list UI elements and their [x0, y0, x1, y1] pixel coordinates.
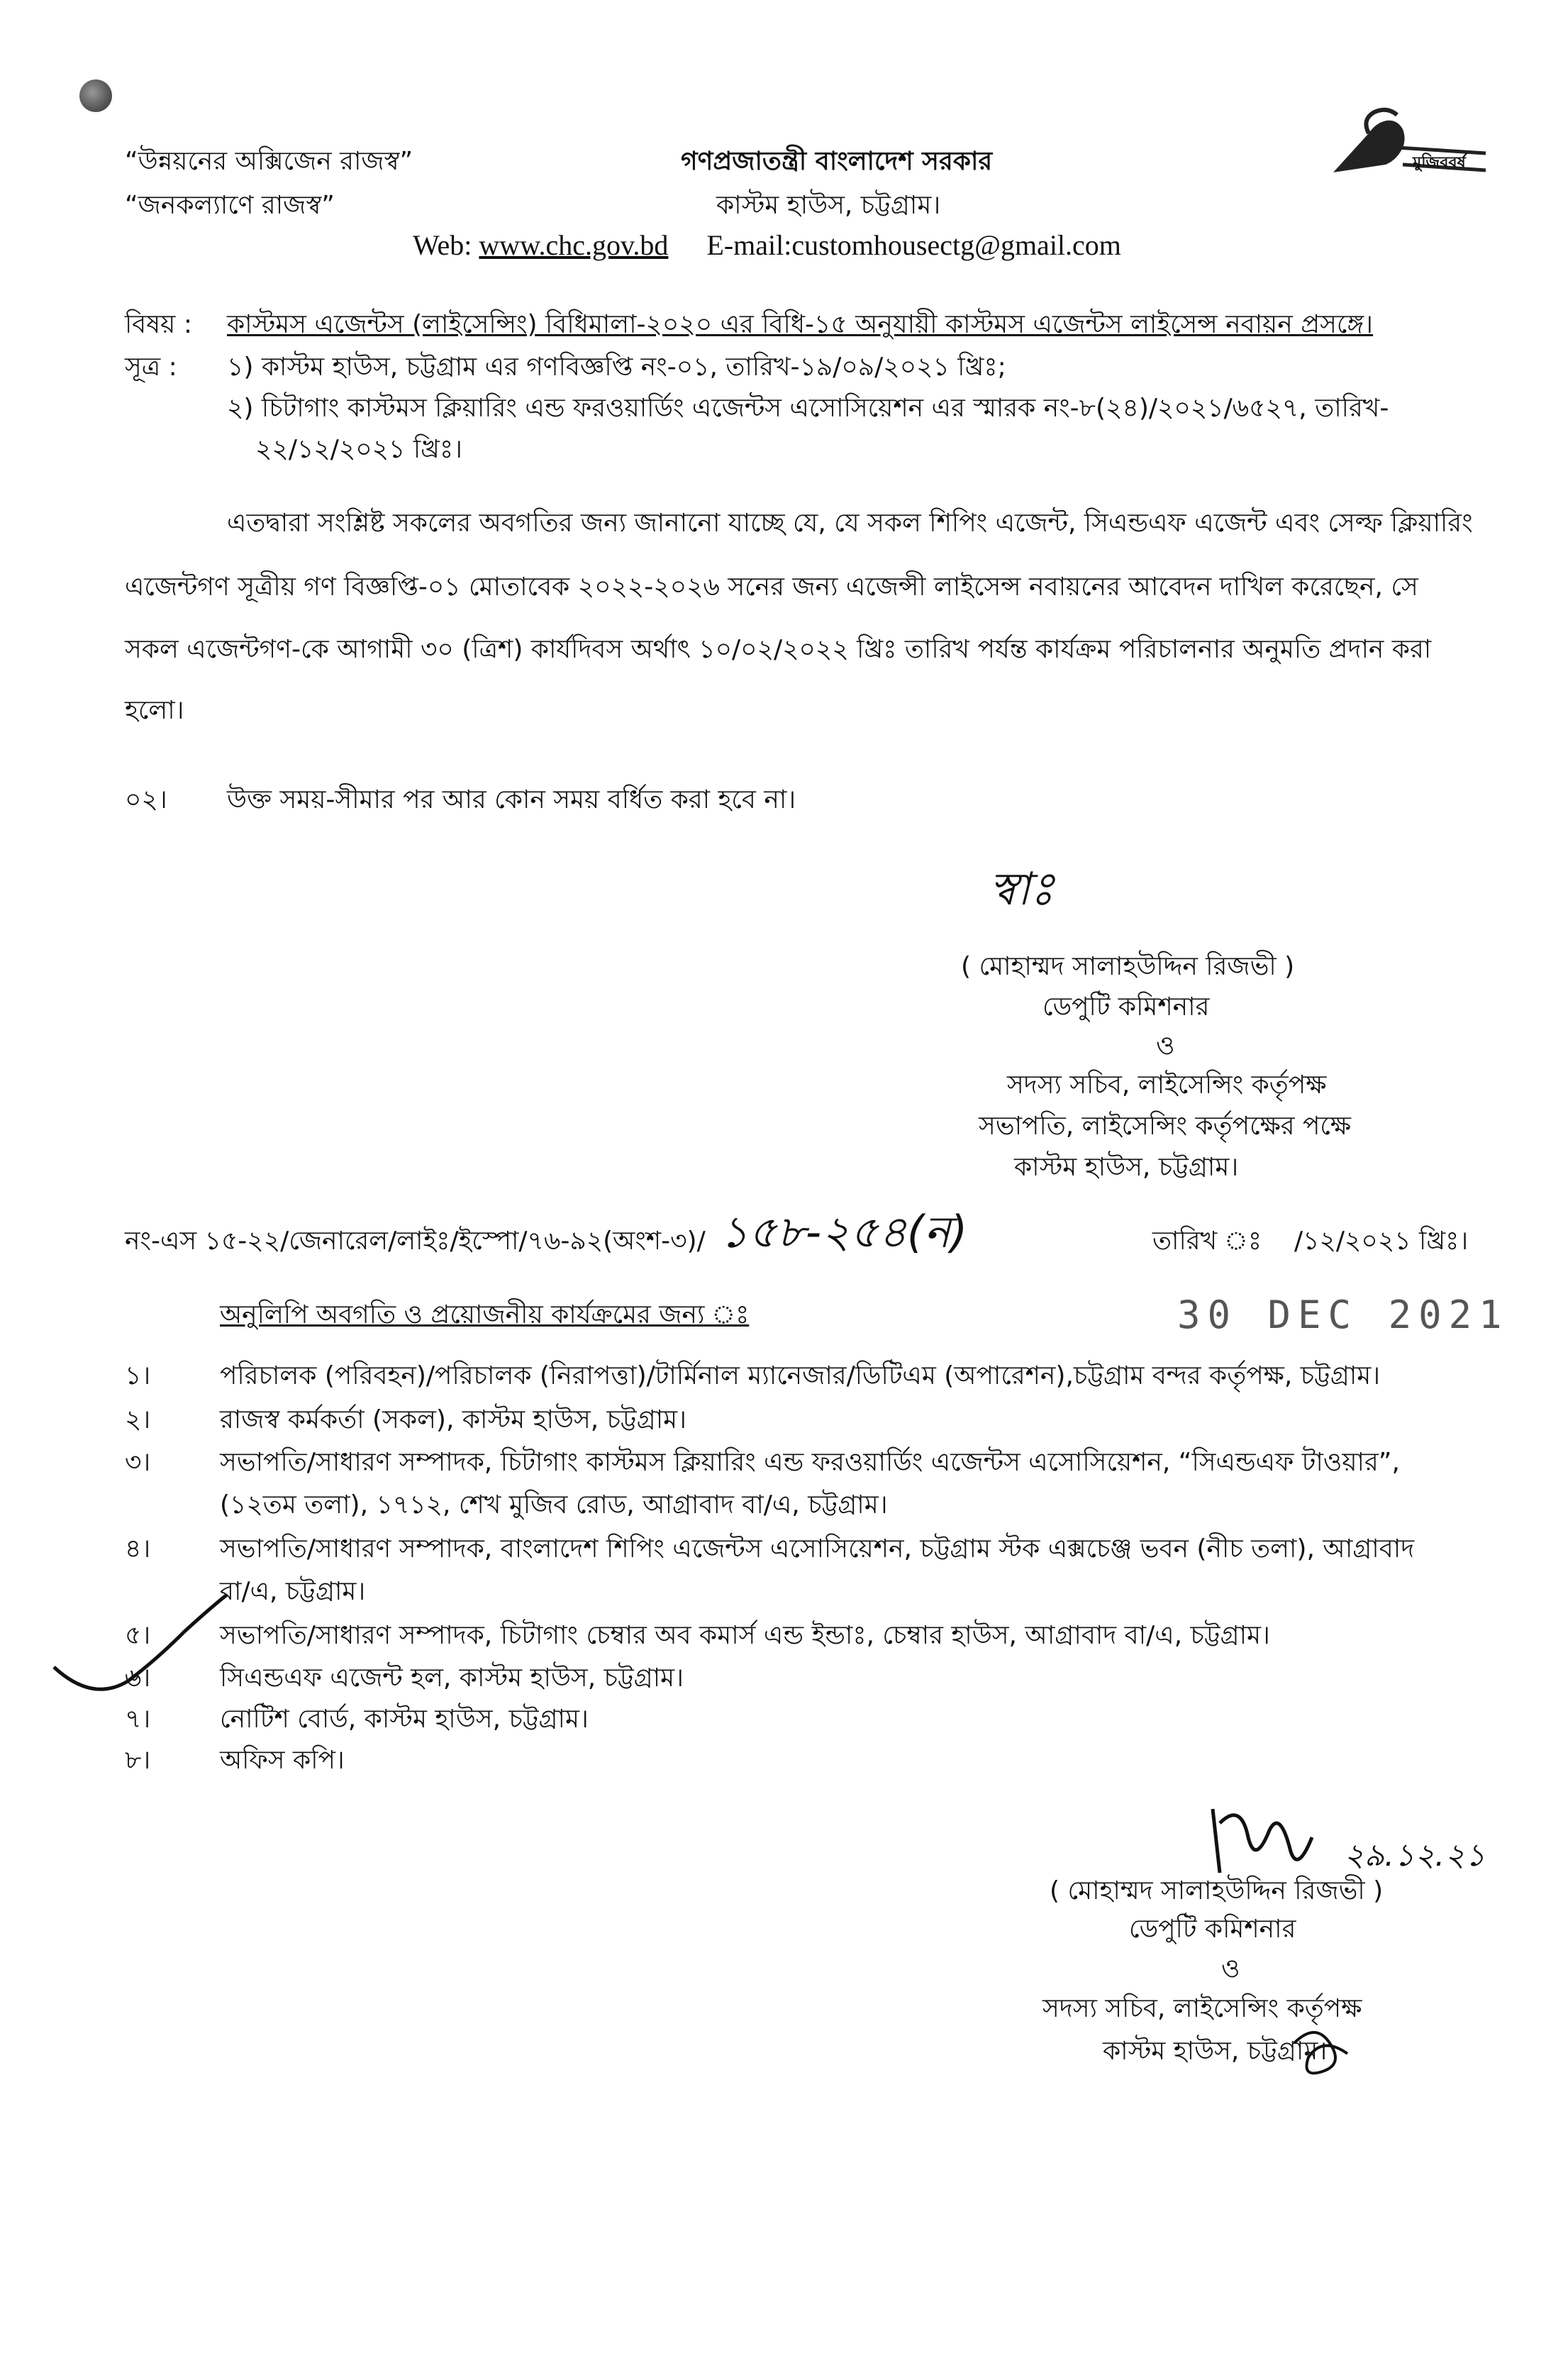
pen-check-mark	[50, 1589, 234, 1717]
copy-recipient-8: অফিস কপি।	[220, 1746, 345, 1775]
signatory-2-conjunction: ও	[1221, 1954, 1240, 1983]
reference-label: সূত্র :	[125, 353, 177, 382]
copy-recipient-4-line-1: সভাপতি/সাধারণ সম্পাদক, বাংলাদেশ শিপিং এজেন্টস এসোসিয়েশন, চট্টগ্রাম স্টক এক্সচেঞ্জ ভবন (নীচ তলা), আগ্রাবাদ	[220, 1534, 1415, 1563]
paragraph-1-line-3: সকল এজেন্টগণ-কে আগামী ৩০ (ত্রিশ) কার্যদিবস অর্থাৎ ১০/০২/২০২২ খ্রিঃ তারিখ পর্যন্ত কার্যক্রম পরিচালনার অনুমতি প্রদান করা	[125, 635, 1432, 664]
paragraph-1-line-2: এজেন্টগণ সূত্রীয় গণ বিজ্ঞপ্তি-০১ মোতাবেক ২০২২-২০২৬ সনের জন্য এজেন্সী লাইসেন্স নবায়নের আবেদন দাখিল করেছেন, সে	[125, 572, 1418, 602]
paragraph-2-text: উক্ত সময়-সীমার পর আর কোন সময় বর্ধিত করা হবে না।	[227, 785, 796, 814]
memo-number: নং-এস ১৫-২২/জেনারেল/লাইঃ/ইস্পো/৭৬-৯২(অংশ-৩)/	[125, 1227, 706, 1256]
signatory-1-conjunction: ও	[1156, 1031, 1175, 1061]
initial-scribble	[1280, 2015, 1365, 2093]
received-date-stamp: 30 DEC 2021	[1177, 1293, 1509, 1337]
copy-recipient-7: নোটিশ বোর্ড, কাস্টম হাউস, চট্টগ্রাম।	[220, 1705, 589, 1734]
logo-text: মুজিববর্ষ	[1413, 154, 1466, 172]
paragraph-1-line-4: হলো।	[125, 696, 184, 725]
punch-hole	[79, 79, 112, 112]
paragraph-2-number: ০২।	[125, 785, 167, 814]
copy-recipient-1: পরিচালক (পরিবহন)/পরিচালক (নিরাপত্তা)/টার্মিনাল ম্যানেজার/ডিটিএম (অপারেশন),চট্টগ্রাম বন্দর কর্তৃপক্ষ, চট্টগ্রাম।	[220, 1361, 1381, 1390]
copy-recipient-4-line-2: বা/এ, চট্টগ্রাম।	[220, 1577, 366, 1606]
copy-recipient-5: সভাপতি/সাধারণ সম্পাদক, চিটাগাং চেম্বার অব কমার্স এন্ড ইন্ডাঃ, চেম্বার হাউস, আগ্রাবাদ বা/এ, চট্টগ্রাম।	[220, 1621, 1270, 1650]
signatory-1-designation: ডেপুটি কমিশনার	[1042, 992, 1210, 1022]
handwritten-date: ২৯.১২.২১	[1344, 1837, 1486, 1873]
email-label: E-mail:	[706, 229, 792, 261]
subject-text: কাস্টমস এজেন্টস (লাইসেন্সিং) বিধিমালা-২০২০ এর বিধি-১৫ অনুযায়ী কাস্টমস এজেন্টস লাইসেন্স নবায়ন প্রসঙ্গে।	[227, 310, 1374, 339]
copy-recipient-3-line-2: (১২তম তলা), ১৭১২, শেখ মুজিব রোড, আগ্রাবাদ বা/এ, চট্টগ্রাম।	[220, 1490, 888, 1520]
signatory-2-role-1: সদস্য সচিব, লাইসেন্সিং কর্তৃপক্ষ	[1042, 1994, 1362, 2023]
email-address[interactable]: customhousectg@gmail.com	[791, 229, 1121, 261]
motto-1: “উন্নয়নের অক্সিজেন রাজস্ব”	[125, 147, 413, 176]
copies-heading: অনুলিপি অবগতি ও প্রয়োজনীয় কার্যক্রমের জন্য ঃ	[220, 1300, 750, 1329]
reference-item-2-line-2: ২২/১২/২০২১ খ্রিঃ।	[255, 435, 463, 464]
copy-recipient-6: সিএন্ডএফ এজেন্ট হল, কাস্টম হাউস, চট্টগ্রাম।	[220, 1664, 684, 1693]
signatory-1-name: ( মোহাম্মদ সালাহউদ্দিন রিজভী )	[961, 952, 1295, 981]
signatory-1-office: কাস্টম হাউস, চট্টগ্রাম।	[1014, 1153, 1239, 1182]
contact-line	[413, 228, 1121, 262]
copy-number-3: ৩।	[125, 1448, 151, 1477]
reference-item-1: ১) কাস্টম হাউস, চট্টগ্রাম এর গণবিজ্ঞপ্তি নং-০১, তারিখ-১৯/০৯/২০২১ খ্রিঃ;	[227, 353, 1006, 382]
copy-number-4: ৪।	[125, 1534, 151, 1563]
copy-number-2: ২।	[125, 1405, 151, 1434]
signatory-2-designation: ডেপুটি কমিশনার	[1129, 1915, 1296, 1944]
signatory-2-name: ( মোহাম্মদ সালাহউদ্দিন রিজভী )	[1050, 1876, 1384, 1905]
signatory-1-role-2: সভাপতি, লাইসেন্সিং কর্তৃপক্ষের পক্ষে	[979, 1112, 1352, 1141]
copy-number-6: ৬।	[125, 1664, 151, 1693]
government-name: গণপ্রজাতন্ত্রী বাংলাদেশ সরকার	[681, 147, 993, 176]
copy-number-7: ৭।	[125, 1705, 151, 1734]
motto-2: “জনকল্যাণে রাজস্ব”	[125, 191, 335, 220]
subject-label: বিষয় :	[125, 310, 192, 339]
signatory-2-office: কাস্টম হাউস, চট্টগ্রাম।	[1103, 2037, 1328, 2066]
copy-recipient-3-line-1: সভাপতি/সাধারণ সম্পাদক, চিটাগাং কাস্টমস ক্লিয়ারিং এন্ড ফরওয়ার্ডিং এজেন্টস এসোসিয়েশন, “সিএন্ডএফ টাওয়ার”,	[220, 1448, 1400, 1477]
date-label: তারিখ ঃ	[1152, 1227, 1262, 1256]
office-name: কাস্টম হাউস, চট্টগ্রাম।	[716, 191, 941, 220]
signatory-1-role-1: সদস্য সচিব, লাইসেন্সিং কর্তৃপক্ষ	[1007, 1070, 1327, 1100]
copy-number-8: ৮।	[125, 1746, 151, 1775]
date-value: /১২/২০২১ খ্রিঃ।	[1294, 1227, 1469, 1256]
web-label: Web:	[413, 229, 472, 261]
reference-item-2-line-1: ২) চিটাগাং কাস্টমস ক্লিয়ারিং এন্ড ফরওয়ার্ডিং এজেন্টস এসোসিয়েশন এর স্মারক নং-৮(২৪)/২০২১/৬৫২৭, তারিখ-	[227, 394, 1389, 423]
copy-number-1: ১।	[125, 1361, 151, 1390]
mujib-borsho-logo	[1319, 105, 1489, 190]
signed-mark: স্বাঃ	[989, 863, 1055, 916]
copy-recipient-2: রাজস্ব কর্মকর্তা (সকল), কাস্টম হাউস, চট্টগ্রাম।	[220, 1405, 687, 1434]
handwritten-memo-number: ১৫৮-২৫৪(ন)	[720, 1206, 968, 1258]
paragraph-1-line-1: এতদ্বারা সংশ্লিষ্ট সকলের অবগতির জন্য জানানো যাচ্ছে যে, যে সকল শিপিং এজেন্ট, সিএন্ডএফ এজেন্ট এবং সেল্ফ ক্লিয়ারিং	[227, 509, 1473, 538]
copy-number-5: ৫।	[125, 1621, 151, 1650]
web-url[interactable]: www.chc.gov.bd	[479, 229, 669, 261]
